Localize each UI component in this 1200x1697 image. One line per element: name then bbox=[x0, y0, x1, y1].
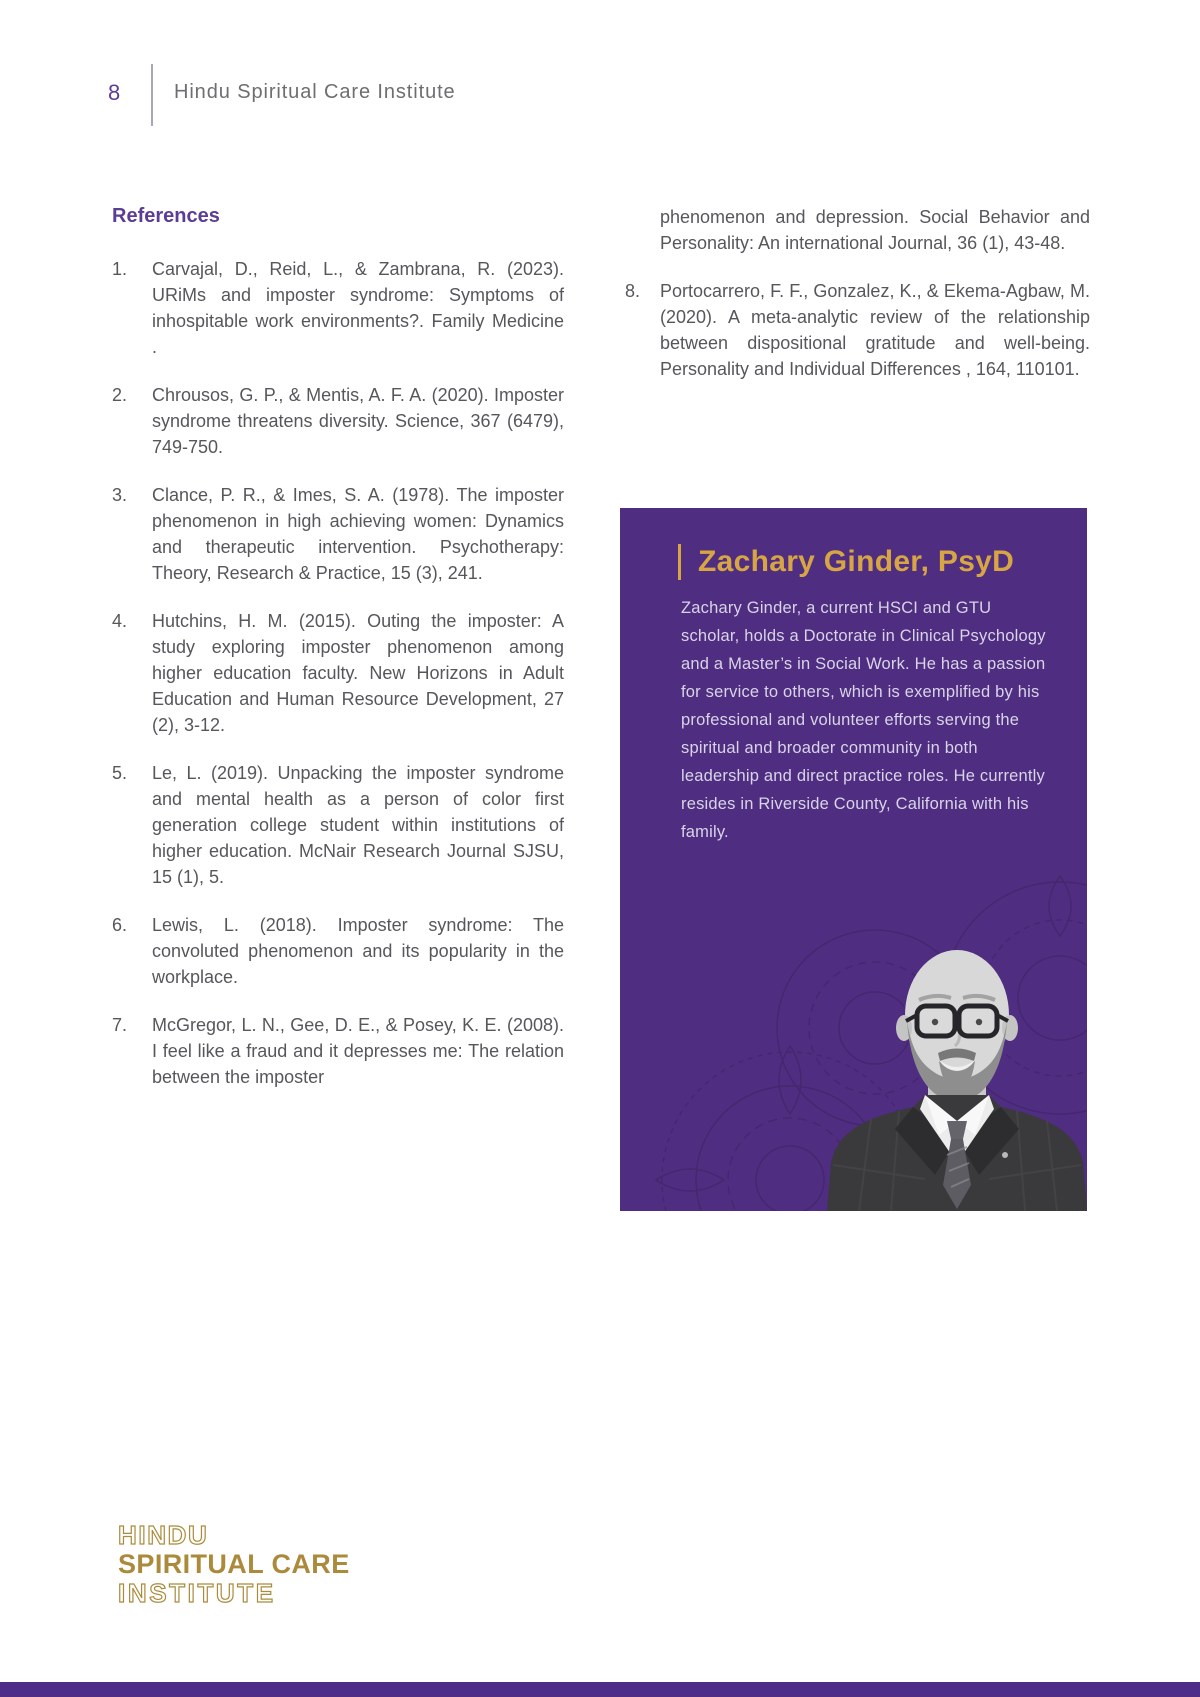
reference-number: 4. bbox=[112, 611, 128, 631]
reference-item-5 bbox=[112, 760, 564, 890]
references-column-right bbox=[625, 204, 1090, 404]
reference-item-4 bbox=[112, 608, 564, 738]
bio-name: Zachary Ginder, PsyD bbox=[678, 544, 1047, 580]
reference-number: 5. bbox=[112, 763, 128, 783]
reference-text: Chrousos, G. P., & Mentis, A. F. A. (2020). Imposter syndrome threatens diversity. Science, 367 (6479), 749-750. bbox=[152, 385, 564, 457]
logo-line-institute: INSTITUTE bbox=[118, 1578, 276, 1608]
reference-number: 6. bbox=[112, 915, 128, 935]
reference-item-1 bbox=[112, 256, 564, 360]
reference-text: Lewis, L. (2018). Imposter syndrome: The convoluted phenomenon and its popularity in the workplace. bbox=[152, 915, 564, 987]
footer-accent-bar bbox=[0, 1682, 1200, 1697]
logo-line-hindu: HINDU bbox=[118, 1520, 209, 1550]
reference-text: Hutchins, H. M. (2015). Outing the imposter: A study exploring imposter phenomenon among higher education faculty. New Horizons in Adult Education and Human Resource Development, 27 (2), 3-12. bbox=[152, 611, 564, 735]
references-column-left bbox=[112, 204, 564, 1112]
reference-number: 3. bbox=[112, 485, 128, 505]
portrait-photo bbox=[827, 863, 1087, 1211]
references-heading: References bbox=[112, 205, 220, 227]
reference-text: Portocarrero, F. F., Gonzalez, K., & Ekema-Agbaw, M. (2020). A meta-analytic review of the relationship between dispositional gratitude and well-being. Personality and Individual Differences , 164, 110101. bbox=[660, 281, 1090, 379]
page-number: 8 bbox=[108, 80, 121, 105]
hsci-logo bbox=[118, 1521, 350, 1608]
reference-number: 1. bbox=[112, 259, 128, 279]
header-title: Hindu Spiritual Care Institute bbox=[174, 81, 456, 103]
logo-line-spiritual-care: SPIRITUAL CARE bbox=[118, 1549, 350, 1579]
reference-text: Carvajal, D., Reid, L., & Zambrana, R. (2023). URiMs and imposter syndrome: Symptoms of inhospitable work environments?. Family Medicine . bbox=[152, 259, 564, 357]
reference-item-2 bbox=[112, 382, 564, 460]
reference-item-7 bbox=[112, 1012, 564, 1090]
reference-text: McGregor, L. N., Gee, D. E., & Posey, K. E. (2008). I feel like a fraud and it depresses me: The relation between the imposter bbox=[152, 1015, 564, 1087]
reference-7-continuation: phenomenon and depression. Social Behavior and Personality: An international Journal, 36 (1), 43-48. bbox=[660, 207, 1090, 253]
reference-item-8 bbox=[625, 278, 1090, 382]
bio-card bbox=[620, 508, 1087, 1211]
reference-text: Clance, P. R., & Imes, S. A. (1978). The imposter phenomenon in high achieving women: Dynamics and therapeutic intervention. Psychotherapy: Theory, Research & Practice, 15 (3), 241. bbox=[152, 485, 564, 583]
reference-text: Le, L. (2019). Unpacking the imposter syndrome and mental health as a person of color first generation college student within institutions of higher education. McNair Research Journal SJSU, 15 (1), 5. bbox=[152, 763, 564, 887]
header-divider bbox=[151, 64, 153, 126]
reference-number: 8. bbox=[625, 281, 641, 301]
bio-description: Zachary Ginder, a current HSCI and GTU scholar, holds a Doctorate in Clinical Psychology and a Master’s in Social Work. He has a passion for service to others, which is exemplified by his professional and volunteer efforts serving the spiritual and broader community in both leadership and direct practice roles. He currently resides in Riverside County, California with his family. bbox=[681, 599, 1046, 841]
reference-item-3 bbox=[112, 482, 564, 586]
reference-number: 7. bbox=[112, 1015, 128, 1035]
reference-item-6 bbox=[112, 912, 564, 990]
reference-number: 2. bbox=[112, 385, 128, 405]
